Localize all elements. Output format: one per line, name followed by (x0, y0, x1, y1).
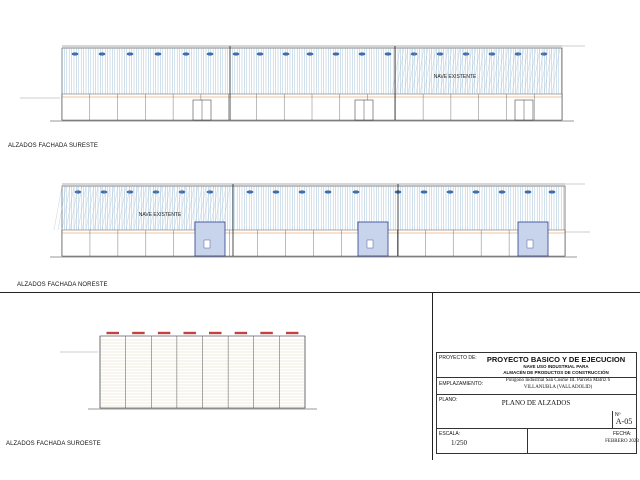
roof-ventilator (333, 53, 339, 56)
roof-ventilator (359, 53, 365, 56)
proyecto-line3: ALMACÉN DE PRODUCTOS DE CONSTRUCCIÓN (503, 370, 609, 375)
roof-ventilator (127, 191, 133, 194)
emplazamiento-line1: Polígono Industrial San Cosme III. Parcela Matriz 6 (505, 378, 611, 383)
roof-ventilator (463, 53, 469, 56)
roof-ventilator (101, 191, 107, 194)
proyecto-line2: NAVE USO INDUSTRIAL PARA (523, 364, 589, 369)
roof-ventilator (207, 53, 213, 56)
roof-ventilator (127, 53, 133, 56)
roof-ventilator (307, 53, 313, 56)
elevation-noreste (0, 174, 640, 266)
sectional-door (195, 222, 225, 256)
roof-vent (286, 332, 298, 334)
roof-vent (107, 332, 119, 334)
roof-vent (209, 332, 221, 334)
roof-ventilator (541, 53, 547, 56)
roof-ventilator (421, 191, 427, 194)
elevation-sureste (0, 36, 640, 126)
roof-ventilator (499, 191, 505, 194)
elevation-suroeste-title: ALZADOS FACHADA SUROESTE (6, 441, 101, 447)
roof-ventilator (437, 53, 443, 56)
roof-ventilator (179, 191, 185, 194)
roof-vent (158, 332, 170, 334)
roof-ventilator (99, 53, 105, 56)
roof-ventilator (447, 191, 453, 194)
emplazamiento-label: EMPLAZAMIENTO: (439, 381, 484, 387)
elevation-suroeste (40, 322, 340, 422)
roof-vent (132, 332, 144, 334)
roof-ventilator (75, 191, 81, 194)
roof-ventilator (525, 191, 531, 194)
roof-vent (261, 332, 273, 334)
roof-ventilator (257, 53, 263, 56)
roof-ventilator (385, 53, 391, 56)
elevation-sureste-title: ALZADOS FACHADA SURESTE (8, 143, 98, 149)
roof-ventilator (299, 191, 305, 194)
roof-ventilator (183, 53, 189, 56)
sheet-divider-vertical (432, 292, 433, 460)
roof-ventilator (153, 191, 159, 194)
sectional-door (518, 222, 548, 256)
roof-ventilator (411, 53, 417, 56)
roof-ventilator (273, 191, 279, 194)
roof-vent (184, 332, 196, 334)
roof-ventilator (473, 191, 479, 194)
roof-vent (235, 332, 247, 334)
numero-value: A-05 (615, 417, 633, 426)
roof-ventilator (233, 53, 239, 56)
fecha-value: FEBRERO 2023 (605, 439, 639, 444)
proyecto-label: PROYECTO DE: (439, 355, 477, 361)
roof-ventilator (549, 191, 555, 194)
existing-building-tag: NAVE EXISTENTE (433, 74, 477, 80)
plano-label: PLANO: (439, 397, 458, 403)
sheet-divider-horizontal (0, 292, 640, 293)
plano-value: PLANO DE ALZADOS (501, 399, 571, 407)
existing-building-tag: NAVE EXISTENTE (138, 212, 182, 218)
roof-ventilator (247, 191, 253, 194)
emplazamiento-line2: VILLANUBLA (VALLADOLID) (523, 385, 593, 390)
roof-ventilator (489, 53, 495, 56)
fecha-label: FECHA: (613, 431, 632, 437)
numero-label: Nº (615, 412, 621, 418)
proyecto-title: PROYECTO BASICO Y DE EJECUCION (486, 355, 626, 364)
roof-ventilator (283, 53, 289, 56)
elevation-noreste-title: ALZADOS FACHADA NORESTE (17, 282, 108, 288)
title-block (436, 352, 637, 454)
escala-label: ESCALA: (439, 431, 461, 437)
sectional-door (358, 222, 388, 256)
escala-value: 1/250 (451, 439, 467, 447)
roof-ventilator (207, 191, 213, 194)
roof-ventilator (515, 53, 521, 56)
roof-ventilator (72, 53, 78, 56)
roof-ventilator (353, 191, 359, 194)
roof-ventilator (325, 191, 331, 194)
roof-ventilator (155, 53, 161, 56)
